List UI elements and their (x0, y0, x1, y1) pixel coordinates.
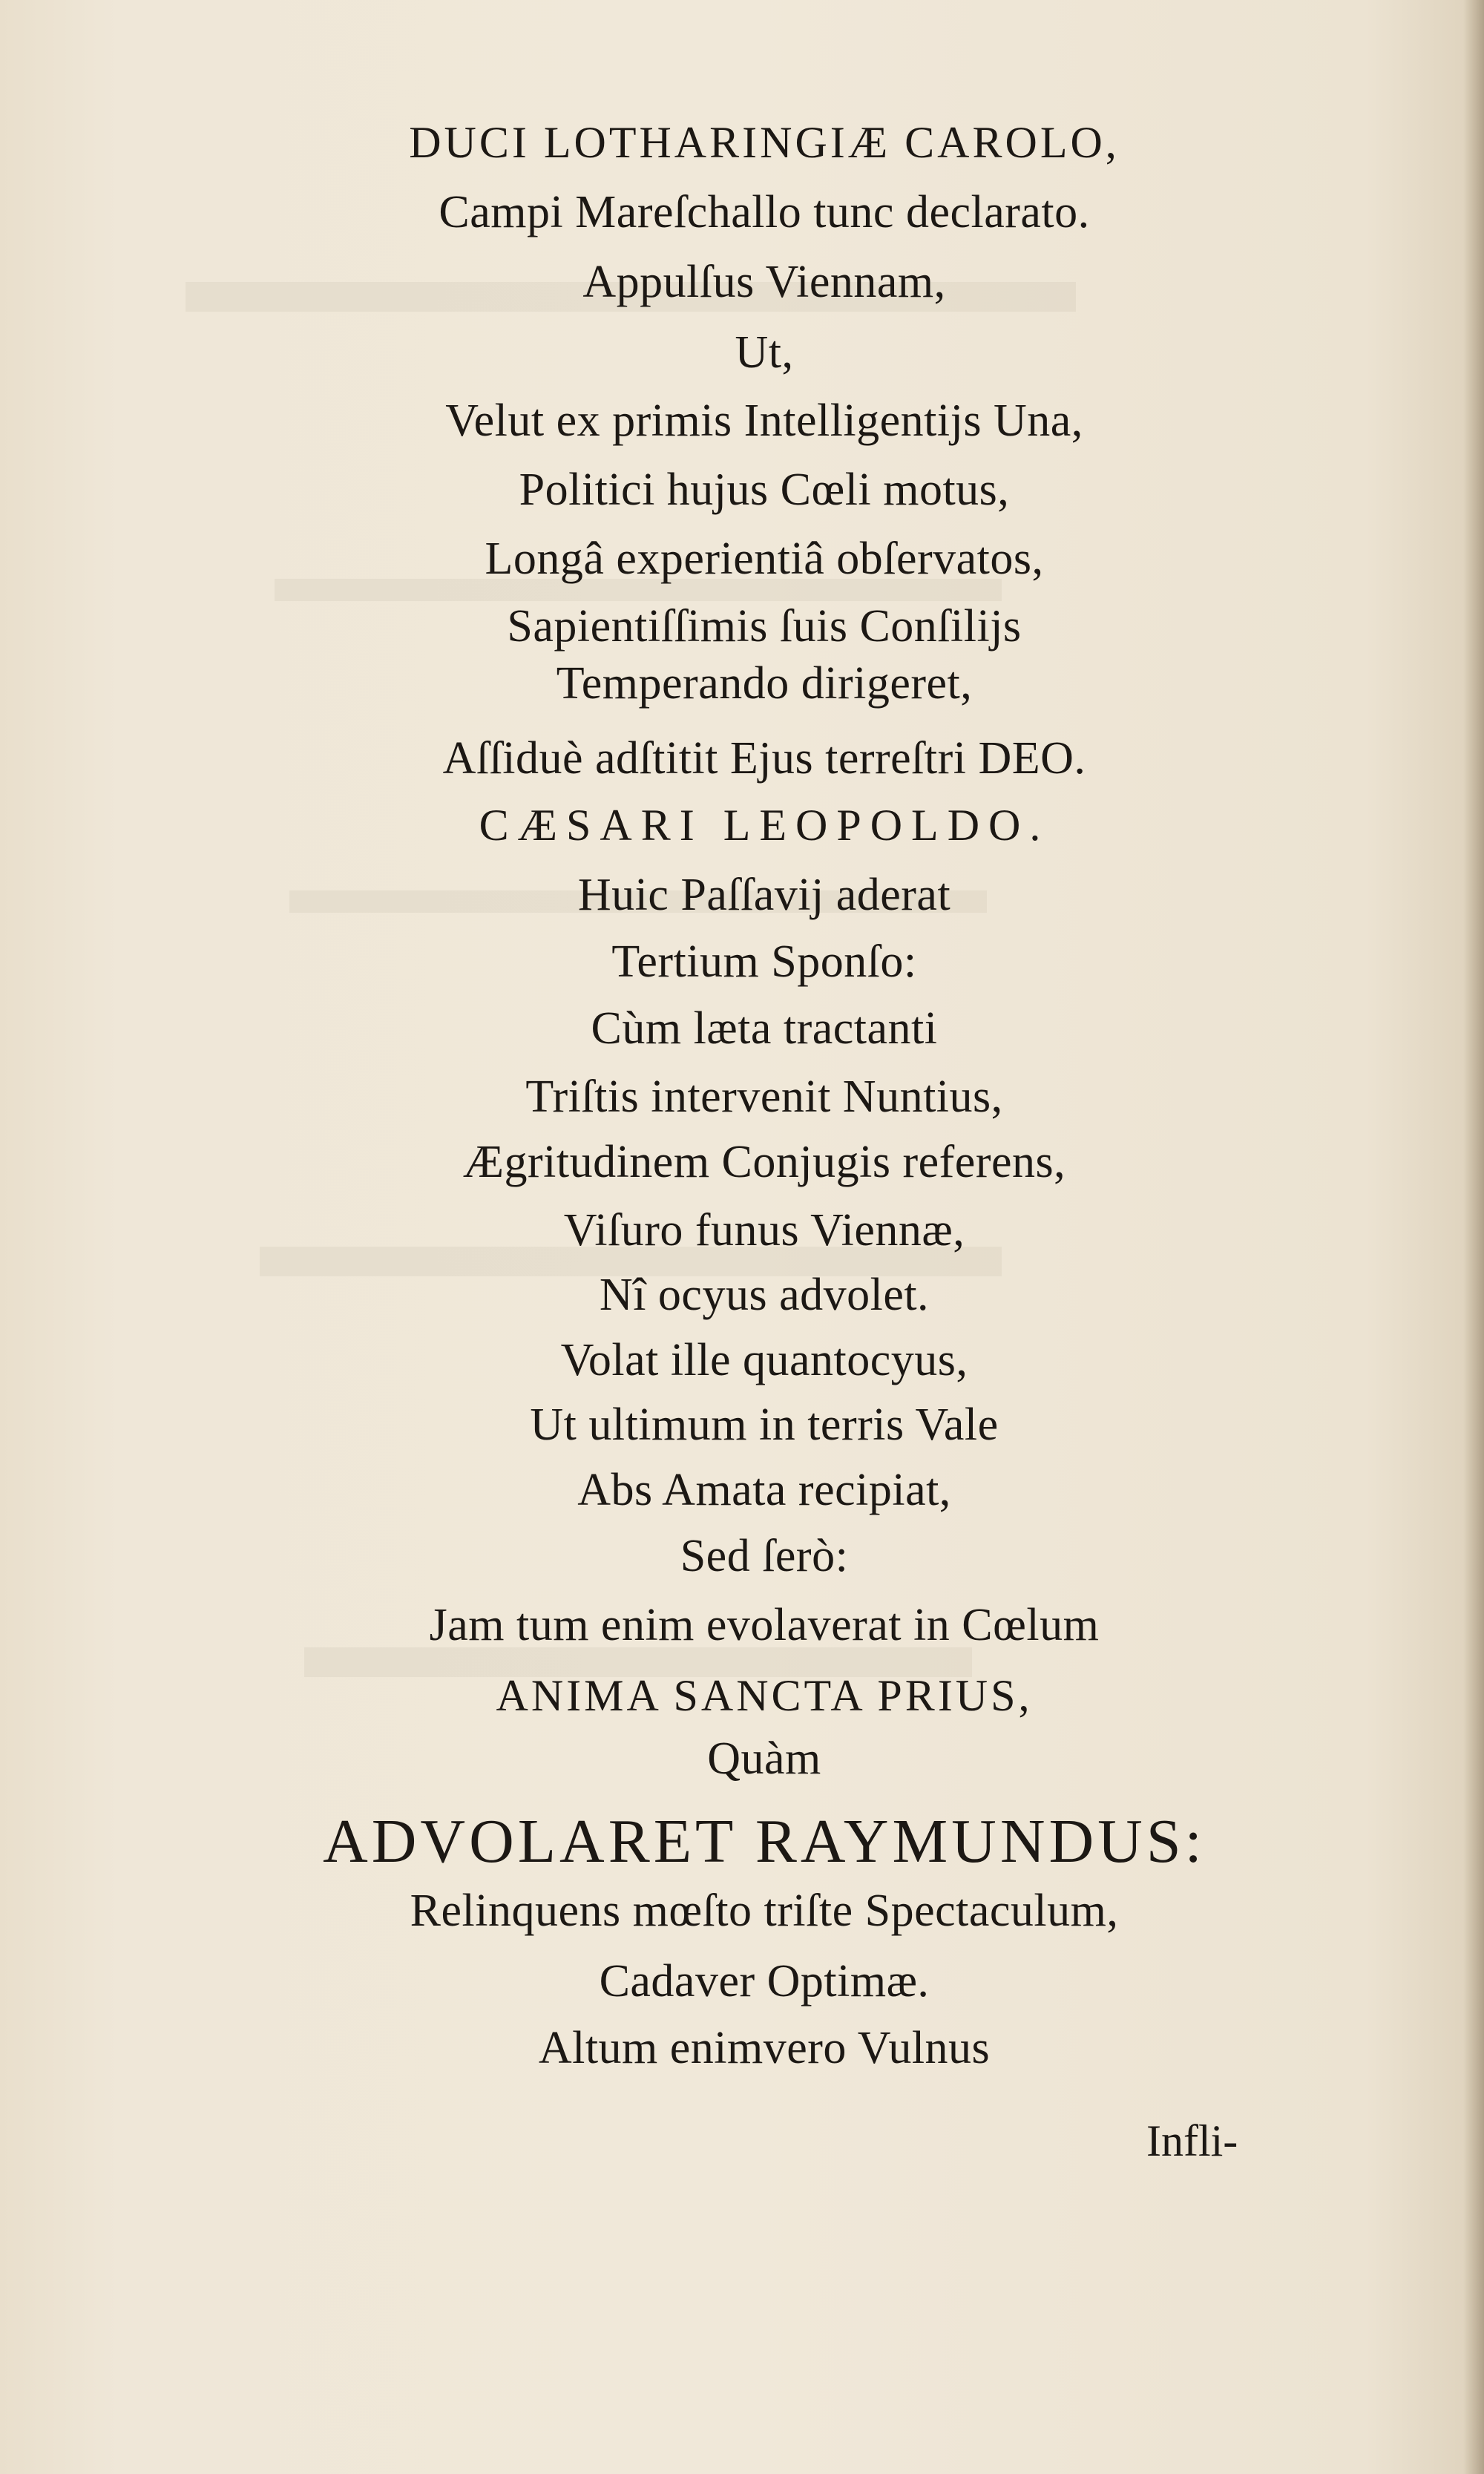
heading-line: ANIMA SANCTA PRIUS, (496, 1671, 1033, 1720)
text-line: Tertium Sponſo: (611, 936, 917, 987)
heading-line: CÆSARI LEOPOLDO. (479, 801, 1050, 850)
text-line: Longâ experientiâ obſervatos, (485, 534, 1044, 584)
text-line: Sed ſerò: (680, 1531, 849, 1581)
text-line: Velut ex primis Intelligentijs Una, (445, 396, 1083, 446)
heading-line: ADVOLARET RAYMUNDUS: (323, 1807, 1206, 1876)
text-line: Ut, (735, 327, 794, 378)
text-line: Volat ille quantocyus, (560, 1335, 968, 1385)
text-line: Abs Amata recipiat, (577, 1465, 951, 1515)
text-line: Temperando dirigeret, (556, 658, 973, 709)
text-line: Campi Mareſchallo tunc declarato. (439, 187, 1090, 237)
text-line: Ægritudinem Conjugis referens, (462, 1137, 1066, 1187)
text-line: Appulſus Viennam, (582, 257, 946, 307)
text-line: Quàm (707, 1733, 821, 1784)
text-line: Huic Paſſavij aderat (577, 870, 951, 920)
text-line: Politici hujus Cœli motus, (519, 465, 1010, 515)
text-line: Sapientiſſimis ſuis Conſilijs (507, 601, 1022, 652)
heading-line: DUCI LOTHARINGIÆ CAROLO, (409, 118, 1120, 167)
text-line: Cadaver Optimæ. (599, 1956, 930, 2007)
text-line: Viſuro funus Viennæ, (563, 1205, 965, 1256)
text-line: Aſſiduè adſtitit Ejus terreſtri DEO. (442, 733, 1086, 784)
text-line: Altum enimvero Vulnus (538, 2023, 991, 2073)
text-line: Jam tum enim evolaverat in Cœlum (429, 1600, 1100, 1650)
catchword: Infli- (1146, 2116, 1238, 2165)
text-line: Nî ocyus advolet. (599, 1270, 930, 1320)
text-line: Relinquens mœſto triſte Spectaculum, (410, 1886, 1119, 1936)
text-line: Triſtis intervenit Nuntius, (525, 1072, 1003, 1122)
text-line: Cùm læta tractanti (591, 1003, 938, 1054)
text-line: Ut ultimum in terris Vale (530, 1400, 999, 1450)
